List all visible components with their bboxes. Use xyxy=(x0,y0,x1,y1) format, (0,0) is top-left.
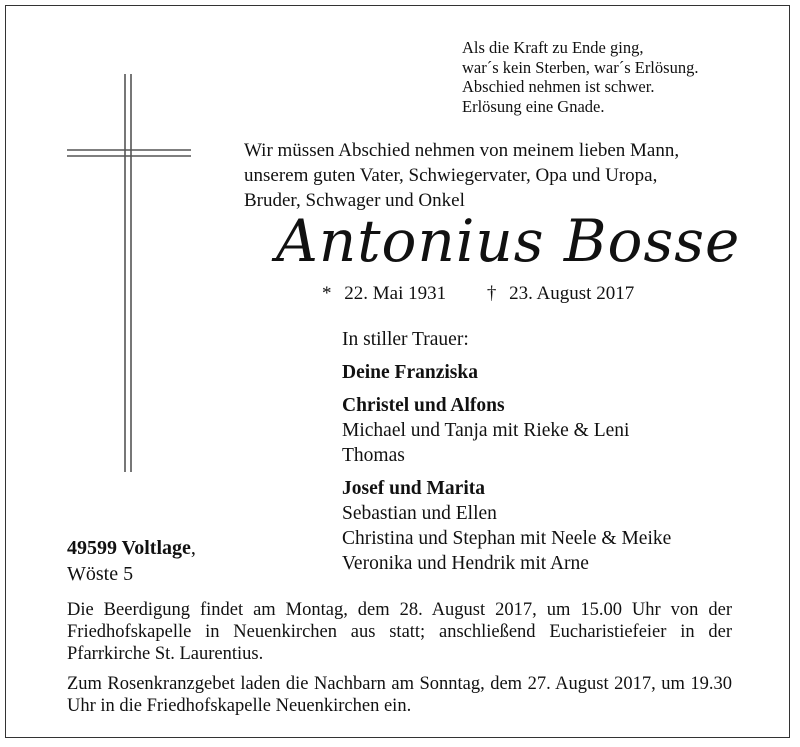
mourner-wife: Deine Franziska xyxy=(342,362,478,383)
funeral-notice: Die Beerdigung findet am Montag, dem 28. August 2017, um 15.00 Uhr von der Friedhofskapelle in Neuenkirchen aus statt; anschließend Eucharistiefeier in der Pfarrkirche St. Laurentius. xyxy=(67,600,732,664)
poem-line: Abschied nehmen ist schwer. xyxy=(462,77,655,96)
cross-icon xyxy=(65,72,195,477)
mourners-heading: In stiller Trauer: xyxy=(342,329,469,350)
birth-symbol: * xyxy=(322,283,332,304)
intro-line: Bruder, Schwager und Onkel xyxy=(244,190,465,211)
mourner-member: Michael und Tanja mit Rieke & Leni xyxy=(342,420,630,441)
address-city: 49599 Voltlage xyxy=(67,537,191,559)
poem-line: Erlösung eine Gnade. xyxy=(462,96,605,116)
poem-line: war´s kein Sterben, war´s Erlösung. xyxy=(462,57,699,77)
address xyxy=(67,535,196,587)
poem xyxy=(462,38,698,116)
mourner-member: Thomas xyxy=(342,445,405,466)
death-symbol: † xyxy=(486,283,497,304)
address-comma: , xyxy=(190,537,196,559)
mourner-member: Veronika und Hendrik mit Arne xyxy=(342,553,589,574)
deceased-name: Antonius Bosse xyxy=(276,207,741,275)
poem-line: Als die Kraft zu Ende ging, xyxy=(462,38,644,57)
death-date: 23. August 2017 xyxy=(509,283,635,304)
birth-date: 22. Mai 1931 xyxy=(344,283,447,304)
life-dates xyxy=(322,283,634,305)
mourner-group-head: Josef und Marita xyxy=(342,478,485,499)
address-street: Wöste 5 xyxy=(67,563,134,585)
rosary-notice: Zum Rosenkranzgebet laden die Nachbarn am Sonntag, dem 27. August 2017, um 19.30 Uhr in die Friedhofskapelle Neuenkirchen ein. xyxy=(67,674,732,716)
intro-line: Wir müssen Abschied nehmen von meinem lieben Mann, xyxy=(244,140,680,161)
mourner-member: Christina und Stephan mit Neele & Meike xyxy=(342,528,672,549)
mourners-list xyxy=(342,327,671,576)
intro-text xyxy=(244,138,764,213)
mourner-group-head: Christel und Alfons xyxy=(342,395,505,416)
intro-line: unserem guten Vater, Schwiegervater, Opa und Uropa, xyxy=(244,165,658,186)
mourner-member: Sebastian und Ellen xyxy=(342,503,497,524)
